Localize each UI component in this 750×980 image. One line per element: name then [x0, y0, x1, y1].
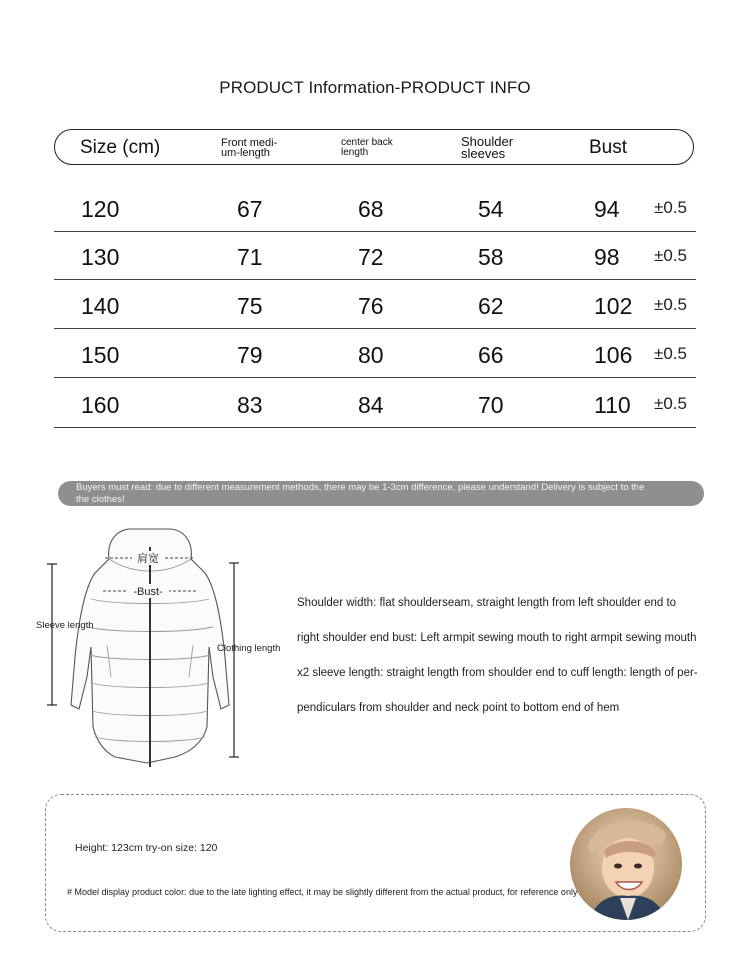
table-row [54, 281, 696, 329]
cell-front: 75 [237, 293, 263, 319]
table-row [54, 380, 696, 428]
description-line: pendiculars from shoulder and neck point to bottom end of hem [297, 702, 620, 714]
cell-size: 150 [81, 342, 120, 368]
cell-front: 79 [237, 342, 263, 368]
header-size: Size (cm) [80, 137, 161, 158]
cell-back: 68 [358, 196, 384, 222]
cell-size: 120 [81, 196, 120, 222]
header-shoulder-sleeves [461, 136, 541, 160]
cell-bust: 98 [594, 244, 620, 270]
cell-tolerance: ±0.5 [654, 198, 687, 217]
cell-front: 67 [237, 196, 263, 222]
table-row [54, 330, 696, 378]
model-color-note: # Model display product color: due to the late lighting effect, it may be slightly different from the actual product, for reference only [67, 887, 578, 897]
cell-size: 160 [81, 392, 120, 418]
header-shoulder-line1: Shoulder [461, 134, 514, 149]
bust-label: -Bust- [133, 586, 163, 598]
model-height-text: Height: 123cm try-on size: 120 [75, 842, 218, 854]
description-line: right shoulder end bust: Left armpit sewing mouth to right armpit sewing mouth [297, 632, 697, 644]
cell-bust: 94 [594, 196, 620, 222]
cell-shoulder: 66 [478, 342, 504, 368]
notice-line2: the clothes! [76, 494, 125, 505]
cell-front: 71 [237, 244, 263, 270]
header-front-length [221, 138, 301, 158]
cell-bust: 106 [594, 342, 633, 368]
header-back-line2: length [341, 147, 369, 158]
measurement-description [289, 577, 729, 737]
cell-back: 80 [358, 342, 384, 368]
clothing-length-label: Clothing length [217, 643, 281, 654]
sleeve-length-label: Sleeve length [36, 620, 94, 631]
notice-line1: Buyers must read: due to different measurement methods, there may be 1-3cm difference, please understand! Delivery is subject to the [76, 482, 645, 493]
notice-banner [58, 481, 704, 506]
header-front-line2: um-length [221, 147, 270, 159]
cell-bust: 102 [594, 293, 633, 319]
cell-size: 140 [81, 293, 120, 319]
page-title: PRODUCT Information-PRODUCT INFO [219, 78, 531, 97]
cell-back: 84 [358, 392, 384, 418]
table-row [54, 184, 696, 232]
table-row [54, 232, 696, 280]
cell-tolerance: ±0.5 [654, 394, 687, 413]
header-back-line1: center back [341, 137, 393, 148]
shoulder-label: 肩宽 [137, 552, 159, 565]
cell-back: 72 [358, 244, 384, 270]
model-photo [570, 808, 682, 920]
cell-back: 76 [358, 293, 384, 319]
cell-shoulder: 70 [478, 392, 504, 418]
header-bust: Bust [589, 137, 628, 158]
header-back-length [341, 138, 411, 158]
header-front-line1: Front medi- [221, 137, 278, 149]
description-line: x2 sleeve length: straight length from shoulder end to cuff length: length of per- [297, 667, 698, 679]
cell-shoulder: 58 [478, 244, 504, 270]
cell-bust: 110 [594, 392, 631, 418]
cell-front: 83 [237, 392, 263, 418]
cell-shoulder: 54 [478, 196, 504, 222]
header-shoulder-line2: sleeves [461, 146, 506, 161]
cell-tolerance: ±0.5 [654, 295, 687, 314]
cell-shoulder: 62 [478, 293, 504, 319]
description-line: Shoulder width: flat shoulderseam, straight length from left shoulder end to [297, 597, 677, 609]
cell-tolerance: ±0.5 [654, 344, 687, 363]
cell-tolerance: ±0.5 [654, 246, 687, 265]
cell-size: 130 [81, 244, 120, 270]
